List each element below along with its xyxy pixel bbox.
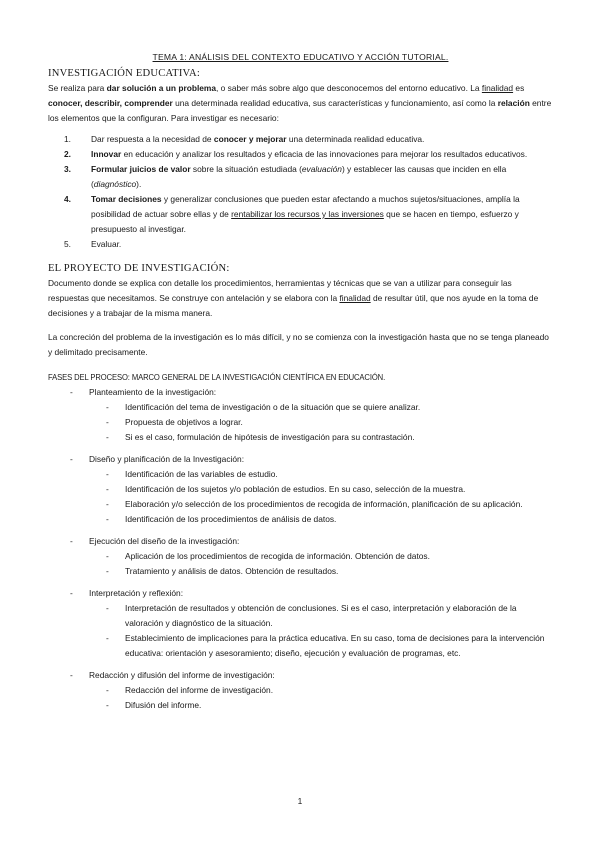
dash-bullet: - <box>106 551 109 561</box>
list-item: 5. Evaluar. <box>64 239 122 249</box>
section-heading-proyecto: EL PROYECTO DE INVESTIGACIÓN: <box>48 263 230 274</box>
proyecto-paragraph-1: Documento donde se explica con detalle los procedimientos, herramientas y técnicas que se van a utilizar para conseguir las respuestas que necesitamos. Se construye con antelación y se elabora con la finalidad de resultar útil, que nos ayude en la toma de decisiones y a trabajar de la misma manera. <box>48 278 539 318</box>
phase-subitem: - Si es el caso, formulación de hipótesis de investigación para su contrastación. <box>48 430 553 445</box>
dash-bullet: - <box>106 499 109 509</box>
document-page <box>48 50 553 713</box>
document-title: TEMA 1: ANÁLISIS DEL CONTEXTO EDUCATIVO Y ACCIÓN TUTORIAL. <box>152 52 449 62</box>
phase-block <box>48 385 553 445</box>
phase-block <box>48 586 553 661</box>
dash-bullet: - <box>106 484 109 494</box>
intro-paragraph: Se realiza para dar solución a un problema, o saber más sobre algo que desconocemos del entorno educativo. La finalidad es conocer, describir, comprender una determinada realidad educativa, sus características y funcionamiento, así como la relación entre los elementos que la configuran. Para investigar es necesario: <box>48 83 552 123</box>
phase-subitem: - Difusión del informe. <box>48 698 553 713</box>
phase-subitem: - Aplicación de los procedimientos de recogida de información. Obtención de datos. <box>48 549 553 564</box>
phase-title: - Planteamiento de la investigación: <box>48 385 553 400</box>
dash-bullet: - <box>106 633 109 643</box>
list-item: 2. Innovar en educación y analizar los resultados y eficacia de las innovaciones para mejorar los resultados educativos. <box>64 149 528 159</box>
dash-bullet: - <box>70 454 73 464</box>
phases-list <box>48 385 553 713</box>
requirements-list <box>48 132 553 252</box>
dash-bullet: - <box>70 387 73 397</box>
page-number: 1 <box>297 796 303 806</box>
list-item: 4. Tomar decisiones y generalizar conclusiones que pueden estar afectando a muchos sujetos/situaciones, amplía la posibilidad de actuar sobre ellas y de rentabilizar los recursos y las inversiones que se hacen en tiempo, esfuerzo y presupuesto al investigar. <box>64 194 520 234</box>
phase-subitem: - Identificación de los procedimientos de análisis de datos. <box>48 512 553 527</box>
dash-bullet: - <box>70 670 73 680</box>
phase-subitem: - Identificación de las variables de estudio. <box>48 467 553 482</box>
phase-subitem: - Redacción del informe de investigación. <box>48 683 553 698</box>
phase-block <box>48 534 553 579</box>
phase-subitem: - Tratamiento y análisis de datos. Obtención de resultados. <box>48 564 553 579</box>
list-item: 1. Dar respuesta a la necesidad de conocer y mejorar una determinada realidad educativa. <box>64 134 425 144</box>
phases-title: FASES DEL PROCESO: MARCO GENERAL DE LA INVESTIGACIÓN CIENTÍFICA EN EDUCACIÓN. <box>48 373 386 382</box>
phase-subitem: - Identificación de los sujetos y/o población de estudios. En su caso, selección de la muestra. <box>48 482 553 497</box>
dash-bullet: - <box>70 588 73 598</box>
phase-subitem: - Propuesta de objetivos a lograr. <box>48 415 553 430</box>
list-item: 3. Formular juicios de valor sobre la situación estudiada (evaluación) y establecer las causas que inciden en ella (diagnóstico). <box>64 164 507 189</box>
phase-title: - Redacción y difusión del informe de investigación: <box>48 668 553 683</box>
dash-bullet: - <box>106 685 109 695</box>
phase-subitem: - Interpretación de resultados y obtención de conclusiones. Si es el caso, interpretación y elaboración de la valoración y diagnóstico de la situación. <box>106 603 517 628</box>
dash-bullet: - <box>106 700 109 710</box>
dash-bullet: - <box>70 536 73 546</box>
phase-block <box>48 452 553 527</box>
section-heading-investigacion: INVESTIGACIÓN EDUCATIVA: <box>48 68 201 79</box>
phase-title: - Ejecución del diseño de la investigación: <box>48 534 553 549</box>
dash-bullet: - <box>106 417 109 427</box>
phase-subitem: - Identificación del tema de investigación o de la situación que se quiere analizar. <box>48 400 553 415</box>
dash-bullet: - <box>106 566 109 576</box>
phase-title: - Diseño y planificación de la Investigación: <box>48 452 553 467</box>
phase-block <box>48 668 553 713</box>
phase-title: - Interpretación y reflexión: <box>48 586 553 601</box>
dash-bullet: - <box>106 402 109 412</box>
dash-bullet: - <box>106 603 109 613</box>
phase-subitem: - Establecimiento de implicaciones para la práctica educativa. En su caso, toma de decisiones para la intervención educativa: orientación y asesoramiento; diseño, ejecución y evaluación de programas, etc. <box>106 633 545 658</box>
dash-bullet: - <box>106 514 109 524</box>
phase-subitem: - Elaboración y/o selección de los procedimientos de recogida de información, planificación de su aplicación. <box>48 497 553 512</box>
dash-bullet: - <box>106 469 109 479</box>
proyecto-paragraph-2: La concreción del problema de la investigación es lo más difícil, y no se comienza con la investigación hasta que no se tenga planeado y delimitado precisamente. <box>48 332 549 357</box>
dash-bullet: - <box>106 432 109 442</box>
